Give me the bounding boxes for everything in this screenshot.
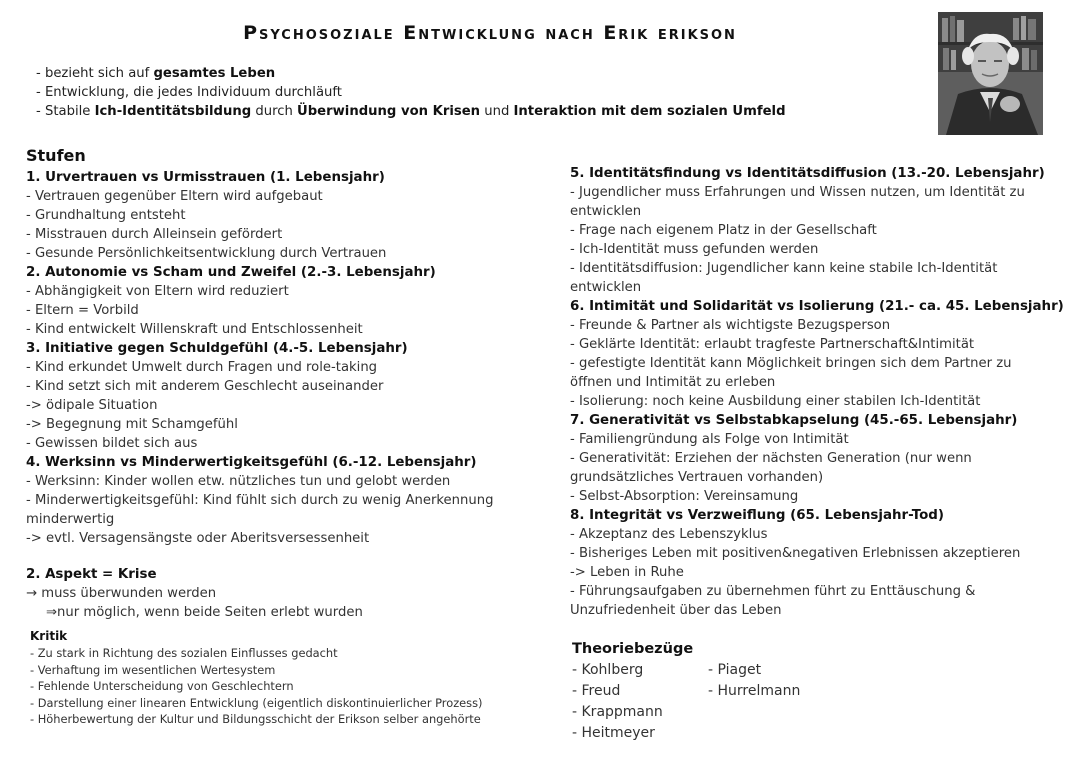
stage-heading: 8. Integrität vs Verzweiflung (65. Lebensjahr-Tod) xyxy=(570,508,944,523)
stage-line: - Akzeptanz des Lebenszyklus xyxy=(570,527,768,542)
stage-heading: 4. Werksinn vs Minderwertigkeitsgefühl (6.-12. Lebensjahr) xyxy=(26,455,477,470)
stage-line: - Kind setzt sich mit anderem Geschlecht auseinander xyxy=(26,379,384,394)
stage-line: -> Begegnung mit Schamgefühl xyxy=(26,417,238,432)
portrait-photo xyxy=(938,12,1043,135)
intro-item-development: - Entwicklung, die jedes Individuum durchläuft xyxy=(36,85,342,100)
stage-line: - Isolierung: noch keine Ausbildung einer stabilen Ich-Identität xyxy=(570,394,981,409)
intro-bold: Ich-Identitätsbildung xyxy=(94,104,252,119)
stage-line: - Freunde & Partner als wichtigste Bezugsperson xyxy=(570,318,891,333)
intro-bold: Überwindung von Krisen xyxy=(297,104,481,119)
theory-reference-item: - Hurrelmann xyxy=(708,683,801,699)
stage-line: - Minderwertigkeitsgefühl: Kind fühlt sich durch zu wenig Anerkennung xyxy=(26,493,494,508)
theory-reference-item: - Heitmeyer xyxy=(572,725,655,741)
criticism-item: - Höherbewertung der Kultur und Bildungsschicht der Erikson selber angehörte xyxy=(30,712,481,726)
aspect-heading: 2. Aspekt = Krise xyxy=(26,567,157,582)
intro-list xyxy=(36,64,916,121)
portrait-illustration xyxy=(938,12,1043,135)
intro-item-lifespan xyxy=(36,64,916,83)
criticism-item: - Zu stark in Richtung des sozialen Einflusses gedacht xyxy=(30,646,338,660)
criticism-item: - Verhaftung im wesentlichen Wertesystem xyxy=(30,662,276,677)
stage-line: - Identitätsdiffusion: Jugendlicher kann keine stabile Ich-Identität xyxy=(570,261,998,276)
stage-line: - Frage nach eigenem Platz in der Gesellschaft xyxy=(570,223,877,238)
theory-references-heading: Theoriebezüge xyxy=(572,641,694,657)
intro-bold: gesamtes Leben xyxy=(153,66,276,81)
stages-right-column xyxy=(570,164,1064,620)
criticism-section xyxy=(30,628,530,728)
page-title: Psychosoziale Entwicklung nach Erik erikson xyxy=(243,22,737,44)
stage-line: - Grundhaltung entsteht xyxy=(26,208,186,223)
stage-line: - Selbst-Absorption: Vereinsamung xyxy=(570,489,799,504)
criticism-heading: Kritik xyxy=(30,629,68,643)
stage-line: - Vertrauen gegenüber Eltern wird aufgebaut xyxy=(26,189,323,204)
theory-references-grid xyxy=(572,660,1032,744)
stage-line: - Gesunde Persönlichkeitsentwicklung durch Vertrauen xyxy=(26,246,387,261)
stage-line: - Misstrauen durch Alleinsein gefördert xyxy=(26,227,283,242)
stage-heading: 7. Generativität vs Selbstabkapselung (45.-65. Lebensjahr) xyxy=(570,413,1018,428)
theory-reference-item: - Piaget xyxy=(708,662,762,678)
intro-bold: Interaktion mit dem sozialen Umfeld xyxy=(513,104,786,119)
stage-line: - Generativität: Erziehen der nächsten Generation (nur wenn xyxy=(570,451,972,466)
stage-line: - Ich-Identität muss gefunden werden xyxy=(570,242,819,257)
stage-line: öffnen und Intimität zu erleben xyxy=(570,375,776,390)
aspect-line: ⇒nur möglich, wenn beide Seiten erlebt wurden xyxy=(46,605,363,620)
stage-line: -> ödipale Situation xyxy=(26,398,158,413)
stages-left-lines xyxy=(26,168,541,548)
theory-reference-item: - Kohlberg xyxy=(572,662,644,678)
stage-line: - Eltern = Vorbild xyxy=(26,303,139,318)
stages-right-lines xyxy=(570,164,1064,620)
stage-line: entwicklen xyxy=(570,204,642,219)
stage-line: - Abhängigkeit von Eltern wird reduziert xyxy=(26,284,289,299)
stage-line: - Jugendlicher muss Erfahrungen und Wissen nutzen, um Identität zu xyxy=(570,185,1025,200)
aspect-section xyxy=(26,565,526,622)
stage-line: - Gewissen bildet sich aus xyxy=(26,436,198,451)
stage-line: -> evtl. Versagensängste oder Aberitsversessenheit xyxy=(26,531,370,546)
intro-text: durch xyxy=(251,104,298,119)
stage-line: - Werksinn: Kinder wollen etw. nützliches tun und gelobt werden xyxy=(26,474,451,489)
stage-heading: 3. Initiative gegen Schuldgefühl (4.-5. Lebensjahr) xyxy=(26,341,408,356)
intro-text: - bezieht sich auf xyxy=(36,66,154,81)
theory-reference-item xyxy=(708,702,908,723)
aspect-line: → muss überwunden werden xyxy=(26,586,217,601)
stage-heading: 6. Intimität und Solidarität vs Isolierung (21.- ca. 45. Lebensjahr) xyxy=(570,299,1064,314)
stage-line: entwicklen xyxy=(570,280,642,295)
stage-line: - Führungsaufgaben zu übernehmen führt zu Enttäuschung & xyxy=(570,584,976,599)
stages-left-column xyxy=(26,144,541,548)
stage-heading: 2. Autonomie vs Scham und Zweifel (2.-3. Lebensjahr) xyxy=(26,265,436,280)
stage-line: - Familiengründung als Folge von Intimität xyxy=(570,432,849,447)
stage-line: - Kind erkundet Umwelt durch Fragen und role-taking xyxy=(26,360,378,375)
criticism-list xyxy=(30,645,530,728)
stage-line: grundsätzliches Vertrauen vorhanden) xyxy=(570,470,824,485)
theory-reference-item: - Freud xyxy=(572,683,621,699)
stage-heading: 1. Urvertrauen vs Urmisstrauen (1. Lebensjahr) xyxy=(26,170,385,185)
intro-text: und xyxy=(480,104,514,119)
stage-line: - Bisheriges Leben mit positiven&negativen Erlebnissen akzeptieren xyxy=(570,546,1021,561)
stage-line: Unzufriedenheit über das Leben xyxy=(570,603,782,618)
theory-reference-item xyxy=(708,723,908,744)
stage-line: minderwertig xyxy=(26,512,115,527)
theory-references-section xyxy=(572,638,1032,744)
stage-line: - Kind entwickelt Willenskraft und Entschlossenheit xyxy=(26,322,363,337)
criticism-item: - Fehlende Unterscheidung von Geschlechtern xyxy=(30,679,294,693)
stages-heading: Stufen xyxy=(26,146,86,165)
criticism-item: - Darstellung einer linearen Entwicklung (eigentlich diskontinuierlicher Prozess) xyxy=(30,695,483,710)
intro-item-identity xyxy=(36,102,916,121)
stage-heading: 5. Identitätsfindung vs Identitätsdiffusion (13.-20. Lebensjahr) xyxy=(570,166,1045,181)
stage-line: -> Leben in Ruhe xyxy=(570,565,684,580)
stage-line: - Geklärte Identität: erlaubt tragfeste Partnerschaft&Intimität xyxy=(570,337,975,352)
stage-line: - gefestigte Identität kann Möglichkeit bringen sich dem Partner zu xyxy=(570,356,1012,371)
intro-text: - Stabile xyxy=(36,104,95,119)
theory-reference-item: - Krappmann xyxy=(572,704,663,720)
